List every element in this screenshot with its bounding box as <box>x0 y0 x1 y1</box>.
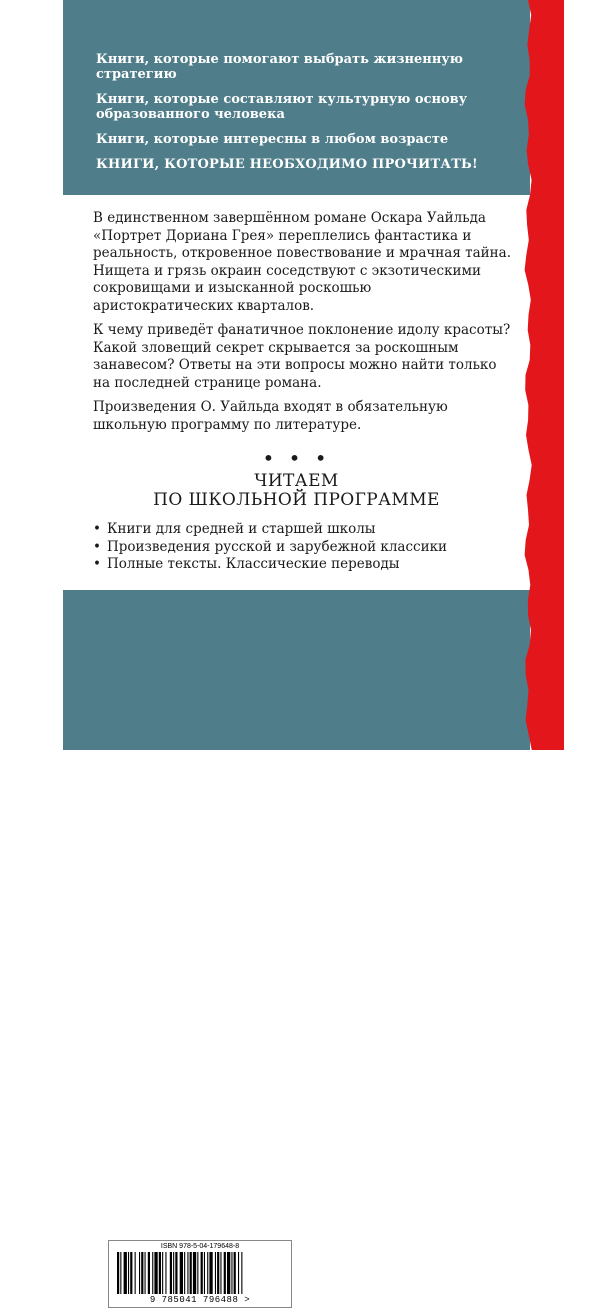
barcode-bar <box>234 1252 236 1294</box>
barcode-bar <box>135 1252 136 1294</box>
list-item: • Книги для средней и старшей школы <box>93 521 523 539</box>
series-title-line-1: ЧИТАЕМ <box>254 471 339 491</box>
back-cover <box>63 0 530 1305</box>
slogan-line-1: Книги, которые помогают выбрать жизненную стратегию <box>96 52 463 82</box>
barcode-bar <box>220 1252 221 1294</box>
barcode-bar <box>209 1252 212 1294</box>
barcode-bar <box>141 1252 143 1294</box>
barcode-bar <box>187 1252 188 1294</box>
barcode-bar <box>162 1252 163 1294</box>
main-slogan: КНИГИ, КОТОРЫЕ НЕОБХОДИМО ПРОЧИТАТЬ! <box>96 157 478 172</box>
barcode-bar <box>231 1252 232 1294</box>
isbn-label: ISBN 978-5-04-179648-8 <box>160 1243 240 1250</box>
barcode-bar <box>180 1252 183 1294</box>
barcode-bar <box>152 1252 153 1294</box>
series-feature-list <box>93 521 523 574</box>
barcode-bar <box>175 1252 177 1294</box>
list-item: • Произведения русской и зарубежной классики <box>93 539 523 557</box>
barcode-bar <box>170 1252 172 1294</box>
barcode-bar <box>193 1252 196 1294</box>
list-item: • Полные тексты. Классические переводы <box>93 556 523 574</box>
barcode-bar <box>159 1252 161 1294</box>
barcode-bar <box>227 1252 230 1294</box>
barcode-bar <box>165 1252 166 1294</box>
slogan-line-3: Книги, которые интересны в любом возрасте <box>96 132 449 147</box>
barcode-bar <box>241 1252 242 1294</box>
barcode-digits: 9 785041 796488 > <box>149 1295 251 1305</box>
section-separator: • • • <box>262 446 331 470</box>
barcode-bar <box>224 1252 226 1294</box>
slogan-line-2: Книги, которые составляют культурную основу образованного человека <box>96 92 468 122</box>
barcode-bar <box>139 1252 140 1294</box>
barcode-bar <box>238 1252 239 1294</box>
barcode-bar <box>128 1252 129 1294</box>
book-description <box>93 210 513 441</box>
barcode-icon <box>117 1252 283 1294</box>
barcode-bar <box>207 1252 208 1294</box>
barcode-bar <box>154 1252 157 1294</box>
red-spine-edge <box>504 0 564 750</box>
barcode-bar <box>130 1252 132 1294</box>
barcode-bar <box>217 1252 219 1294</box>
barcode-bar <box>190 1252 192 1294</box>
barcode-bar <box>117 1252 119 1294</box>
barcode-panel <box>108 1240 292 1308</box>
bottom-teal-band <box>63 590 530 1305</box>
barcode-bar <box>120 1252 121 1294</box>
series-title <box>63 472 530 510</box>
barcode-bar <box>215 1252 216 1294</box>
barcode-bar <box>124 1252 127 1294</box>
barcode-bar <box>173 1252 174 1294</box>
barcode-bar <box>197 1252 198 1294</box>
top-teal-band <box>63 0 530 195</box>
description-paragraph: Произведения О. Уайльда входят в обязательную школьную программу по литературе. <box>93 399 448 433</box>
barcode-bar <box>184 1252 185 1294</box>
barcode-bar <box>148 1252 150 1294</box>
description-paragraph: В единственном завершённом романе Оскара Уайльда «Портрет Дориана Грея» переплелись фантастика и реальность, откровенное повествование и мрачная тайна. Нищета и грязь окраин соседствуют с экзотическими сокровищами и изысканной роскошью аристократических кварталов. <box>93 210 511 314</box>
barcode-bar <box>201 1252 203 1294</box>
barcode-bar <box>204 1252 205 1294</box>
barcode-bar <box>145 1252 146 1294</box>
series-slogan-block <box>96 52 516 172</box>
series-title-line-2: ПО ШКОЛЬНОЙ ПРОГРАММЕ <box>153 490 440 510</box>
description-paragraph: К чему приведёт фанатичное поклонение идолу красоты? Какой зловещий секрет скрывается за роскошным занавесом? Ответы на эти вопросы можно найти только на последней странице романа. <box>93 322 511 391</box>
